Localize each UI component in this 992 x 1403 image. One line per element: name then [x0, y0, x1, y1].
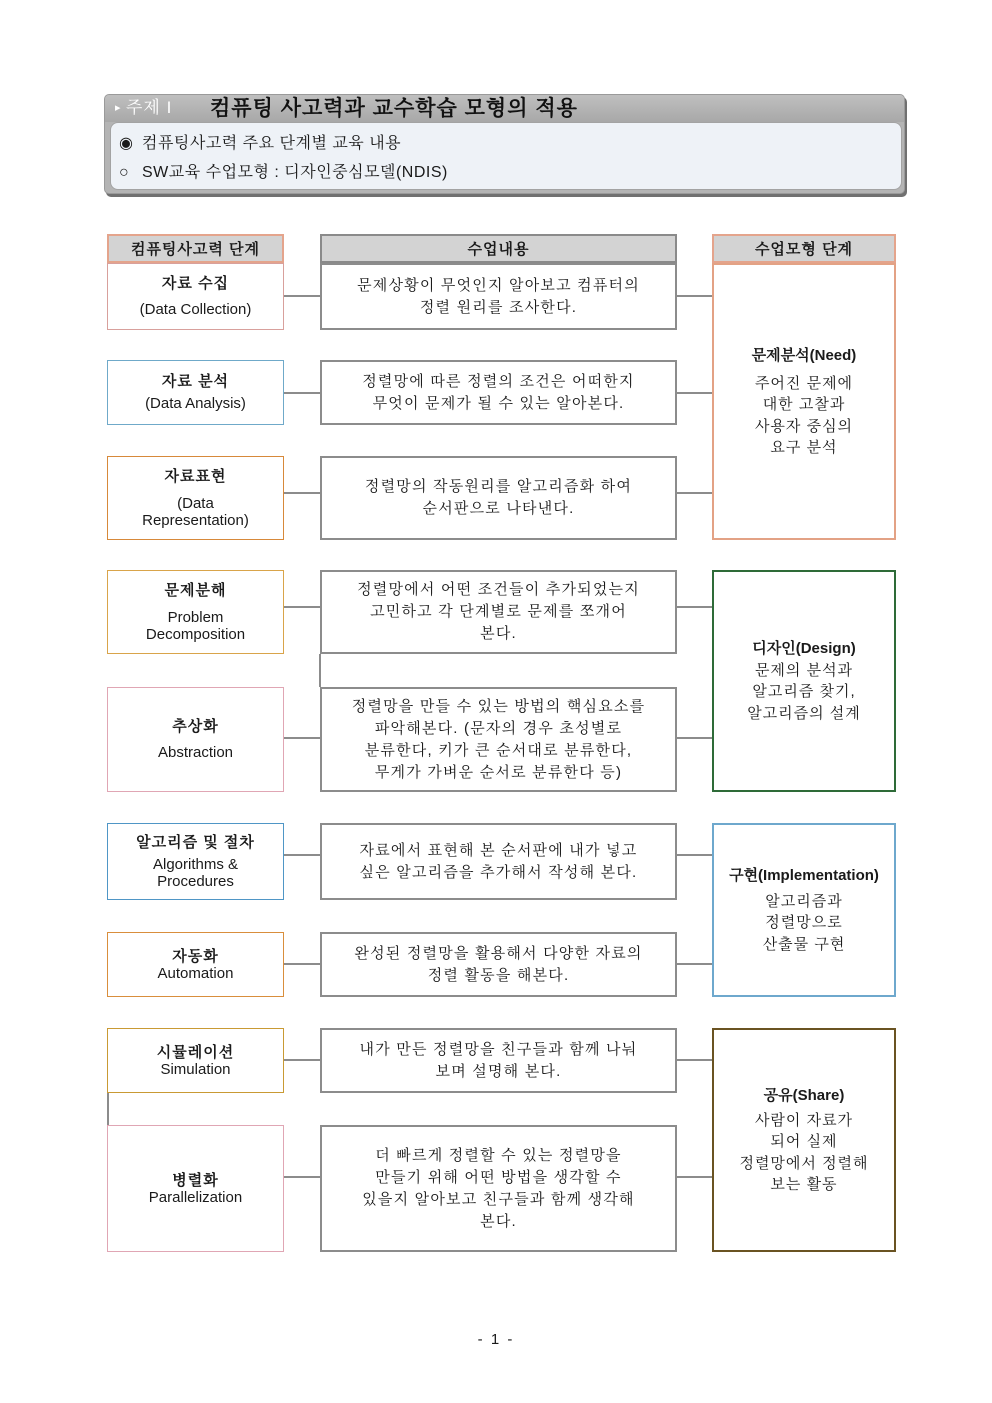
model-stage-desc-line: 사용자 중심의 [754, 417, 854, 435]
ct-stage-english [158, 965, 234, 982]
lesson-content-data-analysis [320, 360, 677, 425]
connector-line [284, 1176, 320, 1178]
model-stage-title: 디자인(Design) [752, 639, 856, 657]
connector-line [677, 392, 712, 394]
lesson-content-line: 정렬망에 따른 정렬의 조건은 어떠한지 [362, 372, 635, 390]
ct-stage-english [160, 1061, 230, 1078]
lesson-content-simulation [320, 1028, 677, 1093]
topic-box [104, 94, 905, 194]
connector-line [677, 1059, 712, 1061]
lesson-content-line: 보며 설명해 본다. [435, 1062, 562, 1080]
summary-item-sw-model [111, 158, 901, 187]
ct-stage-english-line: Procedures [157, 872, 234, 890]
lesson-content-line: 고민하고 각 단계별로 문제를 쪼개어 [370, 603, 627, 620]
lesson-content-line: 분류한다, 키가 큰 순서대로 분류한다, [364, 741, 633, 759]
page-title: 컴퓨팅 사고력과 교수학습 모형의 적용 [210, 97, 578, 120]
connector-line [677, 963, 712, 965]
ct-stage-english-line: Algorithms & [152, 855, 239, 873]
lesson-content-line: 무엇이 문제가 될 수 있는 알아본다. [372, 394, 625, 412]
ct-stage-parallelization [107, 1125, 284, 1252]
lesson-content-line: 정렬망의 작동원리를 알고리즘화 하여 [364, 478, 633, 495]
column-header-ct-stage: 컴퓨팅사고력 단계 [107, 234, 284, 263]
lesson-content-line: 있을지 알아보고 친구들과 함께 생각해 [362, 1190, 635, 1208]
model-stage-desc-line: 알고리즘 찾기, [752, 683, 856, 701]
connector-line [284, 737, 320, 739]
model-stage-desc-line: 산출물 구현 [762, 935, 846, 953]
model-stage-desc-line: 보는 활동 [770, 1176, 838, 1193]
ct-stage-english-line: Representation) [142, 511, 249, 529]
lesson-content-abstraction [320, 687, 677, 792]
ct-stage-name: 추상화 [172, 718, 219, 735]
lesson-content-line: 만들기 위해 어떤 방법을 생각할 수 [375, 1168, 622, 1186]
lesson-content-data-collection [320, 263, 677, 330]
model-stage-implementation [712, 823, 896, 997]
ct-stage-data-collection [107, 263, 284, 330]
lesson-content-line: 정렬 활동을 해본다. [427, 966, 570, 984]
connector-line [677, 1176, 712, 1178]
topic-label: 주제 I [126, 98, 173, 117]
ct-stage-name: 자료 수집 [161, 275, 230, 292]
ct-stage-automation [107, 932, 284, 997]
ct-stage-english-line: Simulation [160, 1060, 231, 1078]
model-stage-desc-line: 정렬망에서 정렬해 [739, 1154, 869, 1172]
ct-stage-english-line: Decomposition [145, 625, 246, 643]
connector-line [677, 737, 712, 739]
ct-stage-problem-decomposition [107, 570, 284, 654]
ct-stage-english [142, 495, 249, 529]
triangle-right-icon: ▸ [115, 102, 121, 114]
ct-stage-name: 시뮬레이션 [156, 1043, 235, 1061]
model-stage-desc-line: 요구 분석 [770, 439, 838, 456]
column-header-model-stage: 수업모형 단계 [712, 234, 896, 263]
connector-line [677, 606, 712, 608]
connector-line [677, 854, 712, 856]
ct-stage-english-line: Parallelization [148, 1188, 243, 1206]
lesson-content-line: 자료에서 표현해 본 순서판에 내가 넣고 [359, 841, 638, 859]
model-stage-design [712, 570, 896, 792]
model-stage-desc-line: 되어 실제 [770, 1133, 838, 1150]
lesson-content-line: 본다. [480, 625, 517, 642]
ct-stage-english-line: Problem [167, 608, 224, 626]
ct-stage-name: 알고리즘 및 절차 [136, 833, 255, 851]
lesson-content-line: 파악해본다. (문자의 경우 초성별로 [374, 719, 623, 737]
ct-stage-english-line: (Data Collection) [139, 301, 252, 318]
connector-line [677, 295, 712, 297]
model-stage-desc-line: 주어진 문제에 [754, 374, 854, 392]
ct-stage-algorithms-procedures [107, 823, 284, 900]
page-number: - 1 - [477, 1331, 515, 1348]
empty-radio-icon: ○ [119, 164, 129, 181]
ct-stage-data-analysis [107, 360, 284, 425]
ct-stage-name: 문제분해 [164, 581, 227, 599]
ct-stage-abstraction [107, 687, 284, 792]
ct-stage-name: 자동화 [172, 947, 219, 965]
lesson-content-line: 정렬망에서 어떤 조건들이 추가되었는지 [357, 581, 640, 598]
column-header-lesson-content: 수업내용 [320, 234, 677, 263]
lesson-content-line: 싶은 알고리즘을 추가해서 작성해 본다. [359, 863, 638, 881]
model-stage-desc-line: 사람이 자료가 [754, 1111, 854, 1129]
summary-item-text: 컴퓨팅사고력 주요 단계별 교육 내용 [142, 135, 402, 152]
model-stage-need [712, 263, 896, 540]
lesson-content-line: 완성된 정렬망을 활용해서 다양한 자료의 [354, 944, 643, 962]
model-stage-title: 공유(Share) [763, 1086, 845, 1104]
connector-line [284, 963, 320, 965]
lesson-content-line: 본다. [480, 1212, 517, 1230]
lesson-content-algorithms-procedures [320, 823, 677, 900]
lesson-content-line: 정렬망을 만들 수 있는 방법의 핵심요소를 [351, 697, 646, 715]
model-stage-desc-line: 알고리즘의 설계 [747, 704, 861, 722]
summary-item-ct-education [111, 129, 901, 158]
model-stage-desc-line: 문제의 분석과 [754, 661, 854, 679]
group-connector-line [319, 654, 321, 687]
selected-radio-icon: ◉ [119, 135, 133, 152]
connector-line [284, 392, 320, 394]
model-stage-share [712, 1028, 896, 1252]
connector-line [284, 295, 320, 297]
connector-line [284, 854, 320, 856]
lesson-content-line: 문제상황이 무엇인지 알아보고 컴퓨터의 [357, 276, 640, 294]
ct-stage-english-line: (Data Analysis) [145, 395, 246, 412]
lesson-content-problem-decomposition [320, 570, 677, 654]
lesson-content-parallelization [320, 1125, 677, 1252]
ct-stage-name: 병렬화 [172, 1171, 219, 1189]
connector-line [677, 492, 712, 494]
lesson-content-automation [320, 932, 677, 997]
group-connector-line [107, 1093, 109, 1125]
ct-stage-data-representation [107, 456, 284, 540]
ct-stage-english [146, 609, 245, 643]
lesson-content-line: 무게가 가벼운 순서로 분류한다 등) [374, 763, 623, 781]
ct-stage-name: 자료표현 [164, 467, 227, 485]
topic-title-bar [105, 95, 904, 122]
model-stage-title: 구현(Implementation) [729, 866, 879, 884]
lesson-content-data-representation [320, 456, 677, 540]
lesson-content-line: 정렬 원리를 조사한다. [419, 298, 578, 316]
lesson-content-line: 내가 만든 정렬망을 친구들과 함께 나눠 [359, 1040, 638, 1058]
model-stage-desc-line: 대한 고찰과 [762, 396, 846, 413]
connector-line [284, 1059, 320, 1061]
ct-stage-simulation [107, 1028, 284, 1093]
lesson-content-line: 순서판으로 나타낸다. [422, 500, 575, 517]
ct-stage-name: 자료 분석 [161, 373, 230, 390]
ct-stage-english [145, 395, 246, 412]
lesson-content-line: 더 빠르게 정렬할 수 있는 정렬망을 [375, 1146, 622, 1164]
model-stage-title: 문제분석(Need) [751, 346, 857, 364]
connector-line [284, 606, 320, 608]
ct-stage-english [153, 856, 238, 890]
ct-stage-english [140, 301, 252, 318]
ct-stage-english [158, 744, 233, 761]
model-stage-desc-line: 알고리즘과 [765, 892, 843, 910]
ct-stage-english-line: (Data [177, 494, 214, 512]
connector-line [284, 492, 320, 494]
model-stage-desc-line: 정렬망으로 [765, 914, 843, 932]
ct-stage-english-line: Abstraction [157, 744, 234, 761]
ct-stage-english-line: Automation [157, 964, 234, 982]
topic-summary-panel [110, 122, 902, 190]
ct-stage-english [149, 1189, 242, 1206]
summary-item-text: SW교육 수업모형 : 디자인중심모델(NDIS) [142, 164, 448, 181]
